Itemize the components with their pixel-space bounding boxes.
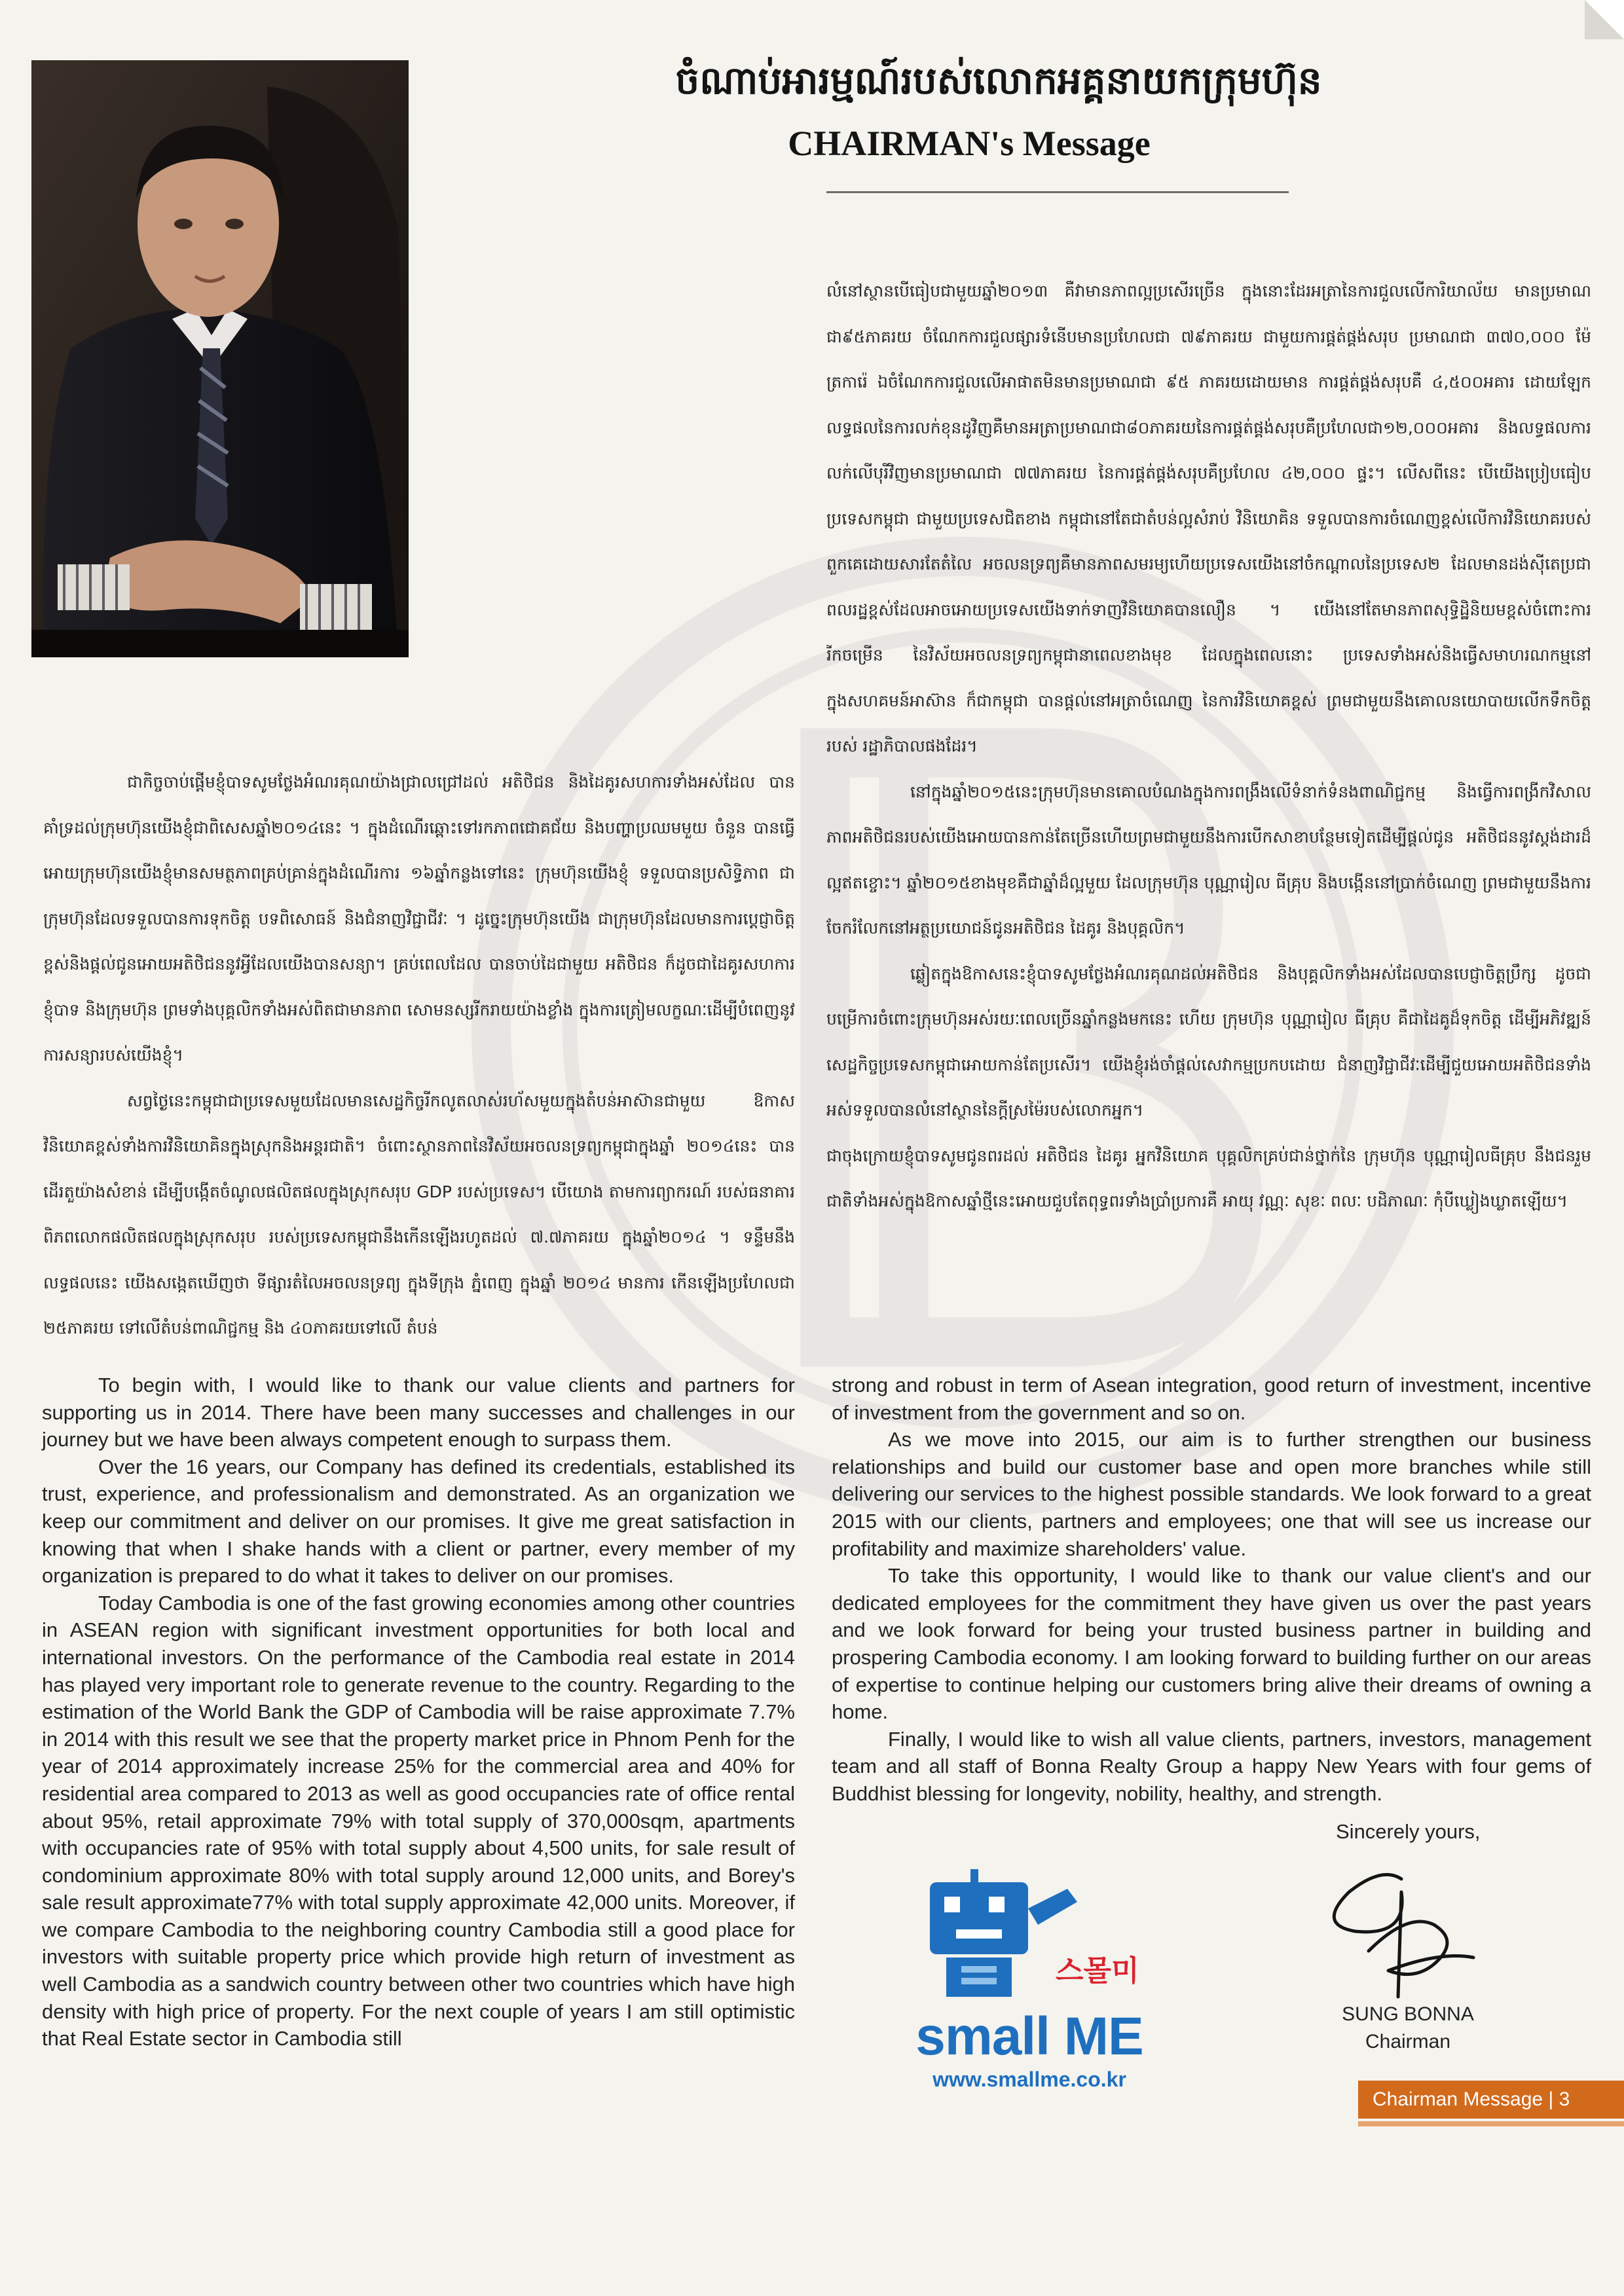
khmer-text-left-column [43, 759, 795, 1378]
signatory-role: Chairman [1365, 2031, 1451, 2052]
english-paragraph: Over the 16 years, our Company has defined its credentials, established its trust, experience, and professionalism and demonstrated. As an organization we keep our commitment and deliver on our promises. It give me great satisfaction in knowing that when I shake hands with a client or partner, every member of my organization is prepared to do what it takes to deliver on our promises. [42, 1455, 795, 1588]
english-paragraph: To take this opportunity, I would like to thank our value client's and our dedicated employees for the commitment they have given us over the past years and we look forward for being your trusted business partner in building and prospering Cambodia economy. I am looking forward to building further on our areas of expertise to continue helping our customers bring alive their dreams of owning a home. [832, 1564, 1591, 1724]
english-text-right-column [832, 1372, 1591, 1808]
closing-line: Sincerely yours, [1336, 1820, 1481, 1843]
logo-wordmark: small ME [915, 2007, 1143, 2066]
footer-section: Chairman Message [1373, 2088, 1543, 2110]
title-english: CHAIRMAN's Message [788, 124, 1151, 163]
chairman-portrait [31, 60, 409, 657]
english-paragraph: strong and robust in term of Asean integration, good return of investment, incentive of investment from the government and so on. [832, 1374, 1591, 1424]
page-number: 3 [1559, 2088, 1570, 2110]
english-text-left-column [42, 1372, 795, 2052]
handwritten-signature [1303, 1853, 1578, 2003]
english-paragraph: To begin with, I would like to thank our value clients and partners for supporting us in 2014. There have been many successes and challenges in our journey but we have been always competent enough to surpass them. [42, 1374, 795, 1451]
english-paragraph: Finally, I would like to wish all value clients, partners, investors, management team and all staff of Bonna Realty Group a happy New Years with four gems of Buddhist blessing for longevity, nobility, healthy, and strength. [832, 1727, 1591, 1805]
english-paragraph: As we move into 2015, our aim is to further strengthen our business relationships and build our customer base and open more branches while still delivering our services to the highest possible standards. We look forward to a great 2015 with our clients, partners and employees; one that will see us increase our profitability and maximize shareholders' value. [832, 1428, 1591, 1560]
khmer-paragraph: ជាកិច្ចចាប់ផ្តើមខ្ញុំបាទសូមថ្លែងអំណរគុណយ៉ាងជ្រាលជ្រៅដល់ អតិថិជន និងដៃគូរសហការទាំងអស់ដែល បានគាំទ្រដល់ក្រុមហ៊ុនយើងខ្ញុំជាពិសេសឆ្នាំ២០១៤នេះ ។ ក្នុងដំណើរឆ្ពោះទៅរកភាពជោគជ័យ និងបញ្ហាប្រឈមមួយ ចំនួន បានធ្វើអោយក្រុមហ៊ុនយើងខ្ញុំមានសមត្ថភាពគ្រប់គ្រាន់ក្នុងដំណើរការ ១៦ឆ្នាំកន្លងទៅនេះ ក្រុមហ៊ុនយើងខ្ញុំ ទទួលបានប្រសិទ្ធិភាព ជាក្រុមហ៊ុនដែលទទួលបានការទុកចិត្ត បទពិសោធន៍ និងជំនាញវិជ្ជាជីវៈ ។ ដូច្នេះក្រុមហ៊ុនយើង ជាក្រុមហ៊ុនដែលមានការប្តេជ្ញាចិត្តខ្ពស់និងផ្តល់ជូនអោយអតិថិជននូវអ្វីដែលយើងបានសន្យា។ គ្រប់ពេលដែល បានចាប់ដៃជាមួយ អតិថិជន ក៏ដូចជាដៃគូរសហការ ខ្ញុំបាទ និងក្រុមហ៊ុន ព្រមទាំងបុគ្គលិកទាំងអស់ពិតជាមានភាព សោមនស្សរីករាយយ៉ាងខ្លាំង ក្នុងការត្រៀមលក្ខណៈដើម្បីបំពេញនូវការសន្យារបស់យើងខ្ញុំ។ [43, 773, 795, 1065]
footer-rule [1358, 2121, 1624, 2126]
signatory-block [1310, 2001, 1506, 2056]
khmer-paragraph: ជាចុងក្រោយខ្ញុំបាទសូមជូនពរដល់ អតិថិជន ដៃគូរ អ្នកវិនិយោគ បុគ្គលិកគ្រប់ជាន់ថ្នាក់នៃ ក្រុមហ៊ុន បុណ្ណារៀលធីគ្រុប នឹងជនរួមជាតិទាំងអស់ក្នុងឱកាសឆ្នាំថ្មីនេះអោយជួបតែពុទ្ធពរទាំងប្រាំប្រការគឺ អាយុ វណ្ណៈ សុខៈ ពលៈ បដិភាណៈ កុំបីឃ្លៀងឃ្លាតឡើយ។ [826, 1146, 1591, 1211]
khmer-text-right-column [826, 268, 1591, 1329]
english-paragraph: Today Cambodia is one of the fast growing economies among other countries in ASEAN region with significant investment opportunities for both local and international investors. On the performance of the Cambodia real estate in 2014 has played very important role to generate revenue to the country. Regarding to the estimation of the World Bank the GDP of Cambodia will be raise approximate 7.7% in 2014 with this result we see that the property market price in Phnom Penh for the year of 2014 approximately increase 25% for the commercial area and 40% for residential area compared to 2013 as well as good occupancies rate of office rental about 95%, retail approximate 79% with total supply of 370,000sqm, apartments with occupancies rate of 95% with total supply about 4,500 units, for sale result of condominium approximate 80% with total supply around 12,000 units, and Borey's sale result approximate77% with total supply approximate 42,000 units. Moreover, if we compare Cambodia to the neighboring country Cambodia still a good place for investors with suitable property price which provide high return of investment as well Cambodia as a sandwich country between other two countries which have high density with high price of property. For the next couple of years I am still optimistic that Real Estate sector in Cambodia still [42, 1591, 795, 2050]
logo-url: www.smallme.co.kr [932, 2068, 1126, 2091]
footer-separator: | [1548, 2088, 1554, 2110]
signatory-name: SUNG BONNA [1342, 2003, 1474, 2025]
khmer-paragraph: នៅក្នុងឆ្នាំ២០១៥នេះក្រុមហ៊ុនមានគោលបំណងក្នុងការពង្រឹងលើទំនាក់ទំនងពាណិជ្ជកម្ម និងធ្វើការពង្រីកវិសាលភាពអតិថិជនរបស់យើងអោយបានកាន់តែច្រើនហើយព្រមជាមួយនឹងការបើកសាខាបន្ថែមទៀតដើម្បីផ្តល់ជូន អតិថិជននូវស្តង់ដារដ៏ល្អឥតខ្ចោះ។ ឆ្នាំ២០១៥ខាងមុខគឺជាឆ្នាំដ៏ល្អមួយ ដែលក្រុមហ៊ុន បុណ្ណារៀល ធីគ្រុប និងបង្កើននៅប្រាក់ចំណេញ ព្រមជាមួយនឹងការចែករំលែកនៅអត្ថប្រយោជន៍ជូនអតិថិជន ដៃគូរ និងបុគ្គលិក។ [826, 782, 1591, 938]
footer-label [1373, 2086, 1615, 2113]
title-khmer: ចំណាប់អារម្មណ៍របស់លោកអគ្គនាយកក្រុមហ៊ុន [675, 58, 1322, 103]
khmer-paragraph: សព្វថ្ងៃនេះកម្ពុជាជាប្រទេសមួយដែលមានសេដ្ឋកិច្ចរីកលូតលាស់រហ័សមួយក្នុងតំបន់អាស៊ានជាមួយ ឱកាសវិនិយោគខ្ពស់ទាំងការវិនិយោគិនក្នុងស្រុកនិងអន្តរជាតិ។ ចំពោះស្ថានភាពនៃវិស័យអចលនទ្រព្យកម្ពុជាក្នុងឆ្នាំ ២០១៤នេះ បានដើរតួយ៉ាងសំខាន់ ដើម្បីបង្កើតចំណូលផលិតផលក្នុងស្រុកសរុប GDP របស់ប្រទេស។ បើយោង តាមការព្យាករណ៍ របស់ធនាគារពិភពលោកផលិតផលក្នុងស្រុកសរុប របស់ប្រទេសកម្ពុជានឹងកើនឡើងរហូតដល់ ៧.៧ភាគរយ ក្នុងឆ្នាំ២០១៤ ។ ទន្ទឹមនឹងលទ្ធផលនេះ យើងសង្កេតឃើញថា ទីផ្សារតំលៃអចលនទ្រព្យ ក្នុងទីក្រុង ភ្នំពេញ ក្នុងឆ្នាំ ២០១៤ មានការ កើនឡើងប្រហែលជា ២៥ភាគរយ ទៅលើតំបន់ពាណិជ្ជកម្ម និង ៤០ភាគរយទៅលើ តំបន់ [43, 1091, 795, 1338]
logo-korean-text: 스몰미 [1056, 1954, 1139, 1988]
khmer-paragraph: ឆ្លៀតក្នុងឱកាសនេះខ្ញុំបាទសូមថ្លែងអំណរគុណដល់អតិថិជន និងបុគ្គលិកទាំងអស់ដែលបានបេជ្ញាចិត្តប្រឹក្ស ដូចជាបម្រើការចំពោះក្រុមហ៊ុនអស់រយៈពេលច្រើនឆ្នាំកន្លងមកនេះ ហើយ ក្រុមហ៊ុន បុណ្ណារៀល ធីគ្រុប គឺជាដៃគូដ៏ទុកចិត្ត ដើម្បីអភិវឌ្ឍន៍សេដ្ឋកិច្ចប្រទេសកម្ពុជាអោយកាន់តែប្រសើរ។ យើងខ្ញុំរង់ចាំផ្តល់សេវាកម្មប្រកបដោយ ជំនាញវិជ្ជាជីវៈដើម្បីជួយអោយអតិថិជនទាំងអស់ទទួលបានលំនៅស្ថាននៃក្តីស្រម៉ៃរបស់លោកអ្នក។ [826, 964, 1591, 1120]
khmer-paragraph: លំនៅស្ថានបើធៀបជាមួយឆ្នាំ២០១៣ គឺវាមានភាពល្អប្រសើរច្រើន ក្នុងនោះដែរអត្រានៃការជួលលើការិយាល័យ មានប្រមាណជា៩៥ភាគរយ ចំណែកការជួលផ្សារទំនើបមានប្រហែលជា ៧៩ភាគរយ ជាមួយការផ្គត់ផ្គង់សរុប ប្រមាណជា ៣៧០,០០០ ម៉ែត្រការ៉េ ឯចំណែកការជួលលើអាផាតមិនមានប្រមាណជា ៩៥ ភាគរយដោយមាន ការផ្គត់ផ្គង់សរុបគឺ ៤,៥០០អគារ ដោយឡែកលទ្ធផលនៃការលក់ខុនដូវិញគឺមានអត្រាប្រមាណជា៨០ភាគរយនៃការផ្គត់ផ្គង់សរុបគឺប្រហែលជា១២,០០០អគារ និងលទ្ធផលការលក់លើបុរីវិញមានប្រមាណជា ៧៧ភាគរយ នៃការផ្គត់ផ្គង់សរុបគឺប្រហែល ៤២,០០០ ផ្ទះ។ លើសពីនេះ បើយើងប្រៀបធៀបប្រទេសកម្ពុជា ជាមួយប្រទេសជិតខាង កម្ពុជានៅតែជាតំបន់ល្អសំរាប់ វិនិយោគិន ទទួលបានការចំណេញខ្ពស់លើការវិនិយោគរបស់ពួកគេដោយសារតែតំលៃ អចលនទ្រព្យគឺមានភាពសមរម្យហើយប្រទេសយើងនៅចំកណ្តាលនៃប្រទេស២ ដែលមានដង់ស៊ីតេប្រជាពលរដ្ឋខ្ពស់ដែលអាចអោយប្រទេសយើងទាក់ទាញវិនិយោគបានលឿន ។ យើងនៅតែមានភាពសុទ្ធិដ្ឋិនិយមខ្ពស់ចំពោះការរីកចម្រើន នៃវិស័យអចលនទ្រព្យកម្ពុជានាពេលខាងមុខ ដែលក្នុងពេលនោះ ប្រទេសទាំងអស់និងធ្វើសមាហរណកម្មនៅក្នុងសហគមន៍អាស៊ាន ក៏ជាកម្ពុជា បានផ្តល់នៅអត្រាចំណេញ នៃការវិនិយោគខ្ពស់ ព្រមជាមួយនឹងគោលនយោបាយលើកទឹកចិត្តរបស់ រដ្ឋាភិបាលផងដែរ។ [826, 282, 1591, 756]
title-divider [826, 191, 1289, 193]
page-curl [1585, 0, 1624, 39]
